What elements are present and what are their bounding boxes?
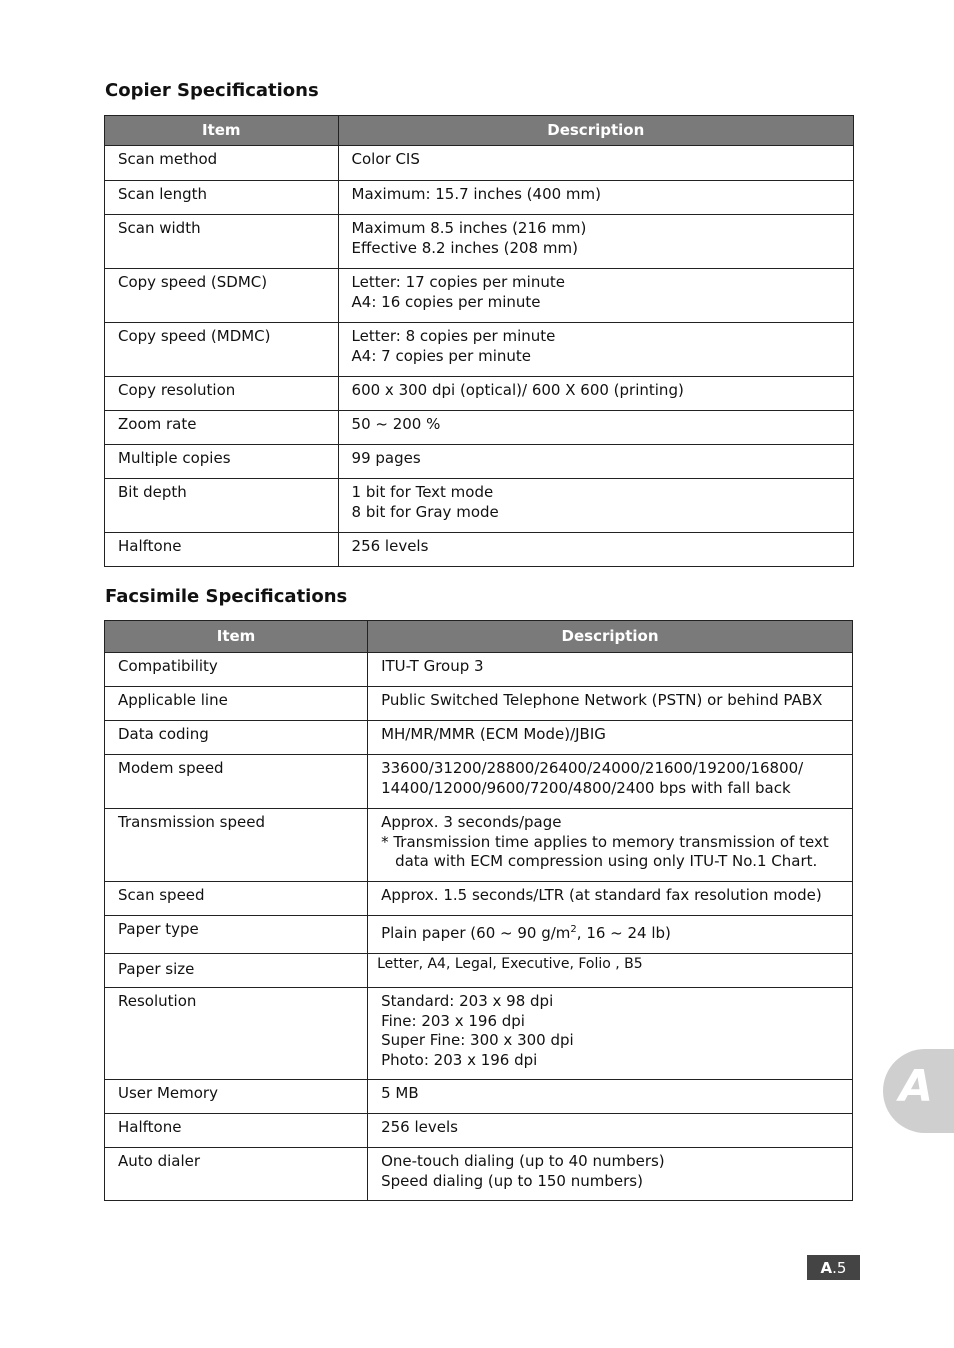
table-row	[105, 809, 853, 882]
description-line: Color CIS	[351, 150, 420, 168]
row-item: Paper size	[105, 954, 368, 988]
table-row	[105, 1148, 853, 1201]
row-description	[368, 1114, 853, 1148]
row-item: Auto dialer	[105, 1148, 368, 1201]
description-line: 50 ~ 200 %	[351, 415, 441, 433]
row-item: Copy speed (MDMC)	[105, 323, 339, 377]
description-line: Super Fine: 300 x 300 dpi	[381, 1031, 574, 1049]
description-line: data with ECM compression using only ITU-T No.1 Chart.	[395, 852, 818, 870]
table-row	[105, 533, 854, 567]
table-row	[105, 687, 853, 721]
column-header-item: Item	[105, 116, 339, 146]
row-description	[338, 533, 853, 567]
table-row	[105, 215, 854, 269]
row-item: Zoom rate	[105, 411, 339, 445]
description-line: Speed dialing (up to 150 numbers)	[381, 1171, 643, 1190]
description-line	[381, 924, 840, 944]
row-description	[368, 882, 853, 916]
description-line: 99 pages	[351, 449, 421, 467]
row-description	[338, 377, 853, 411]
row-item: Transmission speed	[105, 809, 368, 882]
description-line: MH/MR/MMR (ECM Mode)/JBIG	[381, 725, 606, 743]
row-item: Scan width	[105, 215, 339, 269]
copier-section-title: Copier Specifications	[105, 80, 319, 101]
row-item: Scan speed	[105, 882, 368, 916]
table-row	[105, 146, 854, 181]
row-item: Scan length	[105, 181, 339, 215]
description-line: Letter, A4, Legal, Executive, Folio , B5	[377, 956, 643, 972]
description-line: Approx. 3 seconds/page	[381, 813, 562, 831]
row-description	[338, 215, 853, 269]
row-item: Data coding	[105, 721, 368, 755]
description-line: A4: 16 copies per minute	[351, 292, 541, 311]
row-description	[368, 755, 853, 809]
description-line: 600 x 300 dpi (optical)/ 600 X 600 (printing)	[351, 381, 684, 399]
copier-spec-table	[104, 115, 854, 567]
description-line: 1 bit for Text mode	[351, 483, 494, 501]
column-header-item: Item	[105, 621, 368, 653]
description-line: 14400/12000/9600/7200/4800/2400 bps with fall back	[381, 778, 791, 797]
table-row	[105, 916, 853, 954]
description-line: 33600/31200/28800/26400/24000/21600/19200/16800/	[381, 759, 804, 777]
table-row	[105, 323, 854, 377]
row-item: Modem speed	[105, 755, 368, 809]
description-line: Maximum 8.5 inches (216 mm)	[351, 219, 587, 237]
row-description	[368, 809, 853, 882]
row-description	[338, 445, 853, 479]
description-line: * Transmission time applies to memory transmission of text	[381, 832, 829, 851]
row-description	[368, 653, 853, 687]
fax-section-title: Facsimile Specifications	[105, 586, 348, 607]
row-description	[338, 323, 853, 377]
table-row	[105, 882, 853, 916]
table-row	[105, 445, 854, 479]
row-item: Paper type	[105, 916, 368, 954]
row-item: Compatibility	[105, 653, 368, 687]
appendix-tab-letter: A	[899, 1061, 934, 1112]
fax-spec-table	[104, 620, 853, 1201]
table-row	[105, 988, 853, 1080]
row-description	[368, 954, 853, 988]
table-row	[105, 954, 853, 988]
description-line: 256 levels	[381, 1118, 458, 1136]
row-item: Resolution	[105, 988, 368, 1080]
description-line: Effective 8.2 inches (208 mm)	[351, 238, 578, 257]
description-line: 8 bit for Gray mode	[351, 502, 499, 521]
row-item: Bit depth	[105, 479, 339, 533]
table-row	[105, 181, 854, 215]
page-number-value: 5	[836, 1258, 847, 1277]
table-row	[105, 479, 854, 533]
table-row	[105, 269, 854, 323]
table-row	[105, 1114, 853, 1148]
row-description	[368, 988, 853, 1080]
table-row	[105, 377, 854, 411]
table-row	[105, 653, 853, 687]
description-line: Standard: 203 x 98 dpi	[381, 992, 554, 1010]
row-description	[368, 1148, 853, 1201]
row-item: Halftone	[105, 1114, 368, 1148]
page-number-chapter: A	[820, 1258, 833, 1277]
description-line: Fine: 203 x 196 dpi	[381, 1011, 525, 1030]
column-header-description: Description	[368, 621, 853, 653]
description-line: Photo: 203 x 196 dpi	[381, 1050, 538, 1069]
page-number-separator: .	[832, 1258, 837, 1277]
row-description	[368, 1080, 853, 1114]
row-description	[338, 411, 853, 445]
page-number	[807, 1255, 860, 1280]
row-description	[338, 146, 853, 181]
description-line: Public Switched Telephone Network (PSTN) or behind PABX	[381, 691, 823, 709]
row-item: User Memory	[105, 1080, 368, 1114]
row-description	[368, 721, 853, 755]
table-row	[105, 755, 853, 809]
paper-type-text-end: , 16 ~ 24 lb)	[576, 924, 671, 942]
description-line: A4: 7 copies per minute	[351, 346, 531, 365]
description-line: Letter: 8 copies per minute	[351, 327, 556, 345]
table-header-row	[105, 621, 853, 653]
description-line: 5 MB	[381, 1084, 419, 1102]
row-item: Multiple copies	[105, 445, 339, 479]
row-description	[338, 479, 853, 533]
row-item: Applicable line	[105, 687, 368, 721]
description-line: ITU-T Group 3	[381, 657, 484, 675]
table-row	[105, 1080, 853, 1114]
paper-type-text: Plain paper (60 ~ 90 g/m	[381, 924, 571, 942]
table-header-row	[105, 116, 854, 146]
table-row	[105, 721, 853, 755]
row-description	[338, 269, 853, 323]
description-line: Letter: 17 copies per minute	[351, 273, 565, 291]
description-line: One-touch dialing (up to 40 numbers)	[381, 1152, 665, 1170]
column-header-description: Description	[338, 116, 853, 146]
row-description	[368, 916, 853, 954]
row-item: Halftone	[105, 533, 339, 567]
table-row	[105, 411, 854, 445]
row-description	[338, 181, 853, 215]
description-line: Maximum: 15.7 inches (400 mm)	[351, 185, 601, 203]
row-description	[368, 687, 853, 721]
row-item: Copy speed (SDMC)	[105, 269, 339, 323]
description-line: 256 levels	[351, 537, 429, 555]
superscript: 2	[570, 924, 577, 935]
row-item: Scan method	[105, 146, 339, 181]
description-line: Approx. 1.5 seconds/LTR (at standard fax resolution mode)	[381, 886, 822, 904]
row-item: Copy resolution	[105, 377, 339, 411]
